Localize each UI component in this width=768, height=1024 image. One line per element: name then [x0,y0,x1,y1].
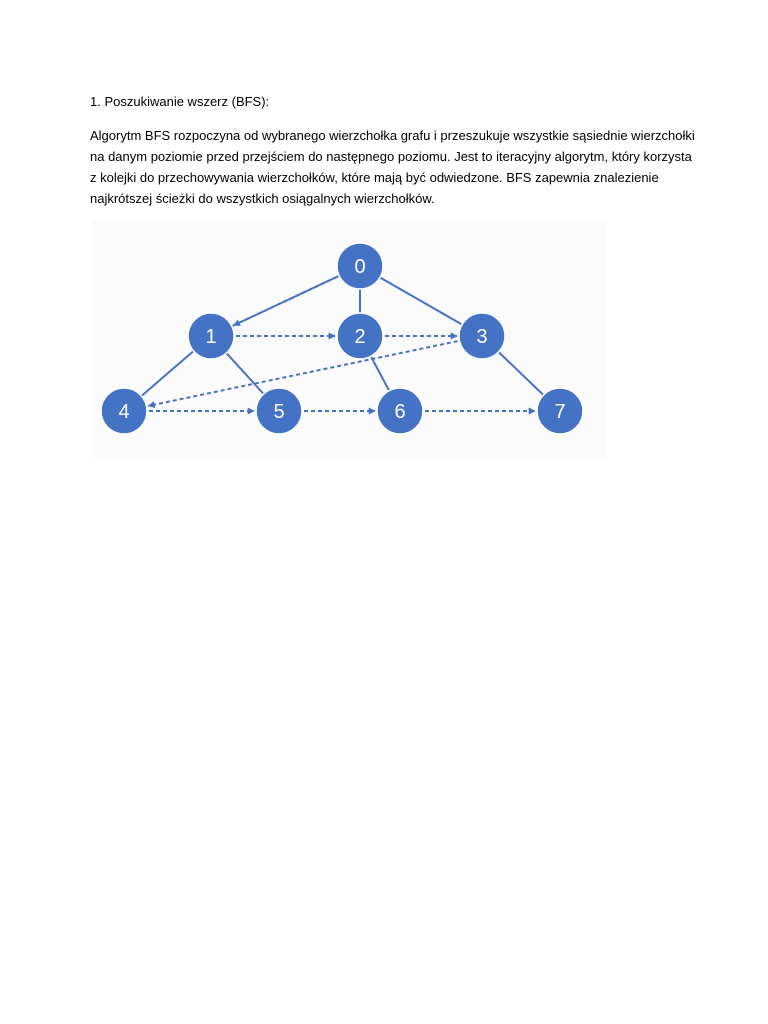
bfs-graph [92,221,606,458]
node-label: 0 [354,256,366,278]
node-4 [101,388,147,434]
node-label: 7 [554,401,566,423]
node-label: 5 [273,401,285,423]
paragraph-line: najkrótszej ścieżki do wszystkich osiągalnych wierzchołków. [90,191,435,206]
paragraph-line: na danym poziomie przed przejściem do następnego poziomu. Jest to iteracyjny algorytm, który korzysta [90,149,692,164]
node-2 [337,313,383,359]
node-0 [337,243,383,289]
node-7 [537,388,583,434]
node-3 [459,313,505,359]
section-heading: 1. Poszukiwanie wszerz (BFS): [90,94,270,109]
node-label: 2 [354,326,366,348]
node-label: 3 [476,326,488,348]
node-label: 1 [205,326,217,348]
node-6 [377,388,423,434]
node-5 [256,388,302,434]
graph-nodes [101,243,583,434]
paragraph-line: Algorytm BFS rozpoczyna od wybranego wierzchołka grafu i przeszukuje wszystkie sąsiednie wierzchołki [90,128,695,143]
node-label: 4 [118,401,130,423]
paragraph-line: z kolejki do przechowywania wierzchołków, które mają być odwiedzone. BFS zapewnia znalezienie [90,170,659,185]
node-label: 6 [394,401,406,423]
bfs-graph-figure [92,221,606,458]
node-1 [188,313,234,359]
description-paragraph [90,125,695,209]
